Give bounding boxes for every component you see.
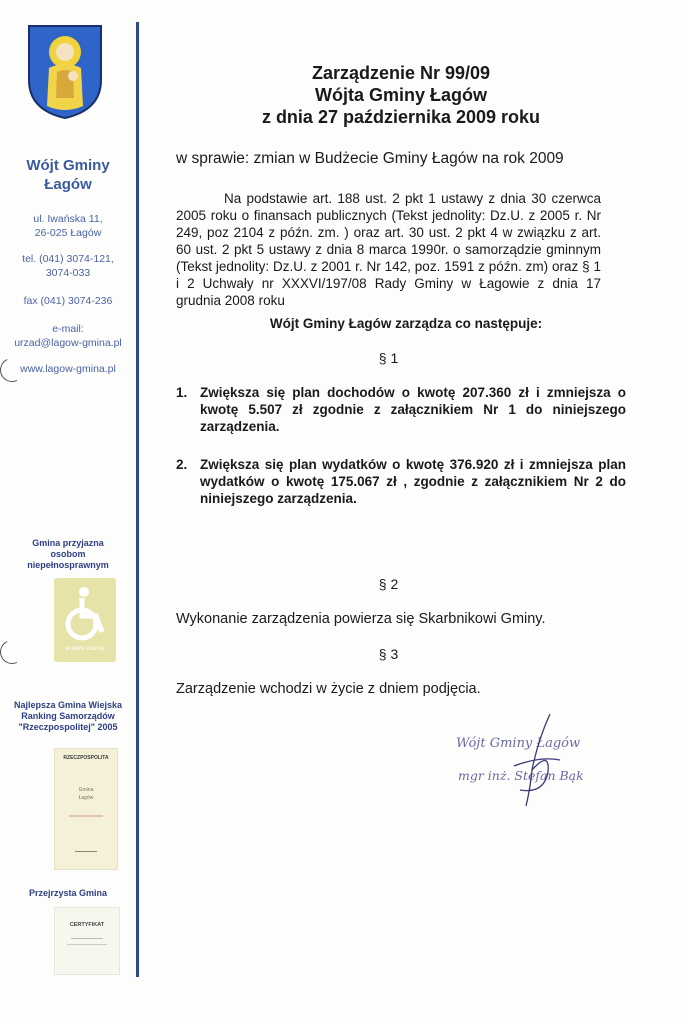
certificate-divider — [67, 944, 107, 945]
phone — [0, 252, 136, 280]
certificate-header: RZECZPOSPOLITA — [63, 755, 109, 761]
ranking-certificate — [54, 748, 118, 870]
punch-hole-mark — [0, 637, 27, 668]
phone-line: 3074-033 — [45, 267, 91, 279]
legal-basis-text: Na podstawie art. 188 ust. 2 pkt 1 ustawy z dnia 30 czerwca 2005 roku o finansach publicznych (Tekst jednolity: Dz.U. z 2005 r. Nr 249, poz 2104 z późn. zm. ) oraz art. 30 ust. 2 pkt 4 w związku z art. 60 ust. 2 pkt 5 ustawy z dnia 8 marca 1990r. o samorządzie gminnym (Tekst jednolity: Dz.U. z 2001 r. Nr 142, poz. 1591 z późn. zm) oraz § 1 i 2 Uchwały nr XXXVI/197/08 Rady Gminy w Łagowie z dnia 17 grudnia 2008 roku — [176, 191, 601, 308]
legal-basis — [176, 190, 601, 309]
punch-hole-mark — [0, 355, 27, 386]
item-text: Zwiększa się plan dochodów o kwotę 207.360 zł i zmniejsza o kwotę 5.507 zł zgodnie z załącznikiem Nr 1 do niniejszego zarządzenia. — [200, 385, 626, 434]
stamp-name: mgr inż. Stefan Bąk — [458, 768, 584, 783]
badge-line: Najlepsza Gmina Wiejska — [14, 700, 122, 710]
email-block — [0, 322, 136, 350]
certificate-line: Gmina — [78, 787, 94, 793]
signature-icon — [500, 710, 570, 810]
section-2: § 2 — [378, 576, 399, 592]
document-issuer: Wójta Gminy Łagów — [314, 85, 487, 105]
stamp-title: Wójt Gminy Łagów — [456, 736, 581, 751]
accessibility-caption: w pełni szansę — [65, 646, 105, 652]
sidebar-divider — [136, 22, 139, 977]
address — [0, 212, 136, 240]
certificate-divider — [71, 938, 103, 939]
sidebar-title-line: Wójt Gminy — [26, 157, 110, 174]
transparency-certificate — [54, 907, 120, 975]
fax: fax (041) 3074-236 — [23, 295, 113, 307]
document-date: z dnia 27 października 2009 roku — [261, 107, 541, 127]
document-title: Zarządzenie Nr 99/09 — [311, 63, 491, 83]
email-label: e-mail: — [52, 323, 84, 335]
item-number: 1. — [176, 385, 188, 400]
accessible-badge-label — [0, 538, 136, 571]
sidebar-title-line: Łagów — [44, 176, 92, 193]
document-subject: w sprawie: zmian w Budżecie Gminy Łagów na rok 2009 — [176, 150, 564, 167]
letterhead-sidebar — [0, 0, 138, 1024]
item-number: 2. — [176, 457, 188, 472]
certificate-signature-icon — [75, 845, 97, 852]
certificate-header: CERTYFIKAT — [69, 922, 105, 928]
wheelchair-icon — [54, 578, 116, 648]
badge-line: Gmina przyjazna — [32, 538, 104, 548]
section-1: § 1 — [378, 350, 399, 366]
section-3: § 3 — [378, 646, 399, 662]
certificate-line: Łagów — [78, 795, 94, 801]
email-link[interactable]: urzad@lagow-gmina.pl — [14, 337, 122, 349]
badge-line: "Rzeczpospolitej" 2005 — [18, 722, 118, 732]
decree-line: Wójt Gminy Łagów zarządza co następuje: — [269, 316, 543, 331]
coat-of-arms-icon — [27, 24, 103, 120]
certificate-divider — [69, 815, 103, 817]
execution-clause: Wykonanie zarządzenia powierza się Skarbnikowi Gminy. — [176, 611, 546, 627]
sidebar-title — [0, 156, 136, 194]
accessibility-logo — [54, 578, 116, 662]
item-text: Zwiększa się plan wydatków o kwotę 376.920 zł i zmniejsza plan wydatków o kwotę 175.067 zł , zgodnie z załącznikiem Nr 2 do niniejszego zarządzenia. — [200, 457, 626, 506]
address-line: ul. Iwańska 11, — [33, 213, 103, 225]
transparent-badge-label: Przejrzysta Gmina — [28, 888, 108, 898]
website-link[interactable]: www.lagow-gmina.pl — [20, 363, 116, 375]
effective-clause: Zarządzenie wchodzi w życie z dniem podjęcia. — [176, 681, 481, 697]
ranking-badge-label — [0, 700, 136, 733]
badge-line: osobom — [50, 549, 86, 559]
phone-line: tel. (041) 3074-121, — [22, 253, 114, 265]
badge-line: Ranking Samorządów — [21, 711, 115, 721]
badge-line: niepełnosprawnym — [27, 560, 109, 570]
address-line: 26-025 Łagów — [34, 227, 102, 239]
